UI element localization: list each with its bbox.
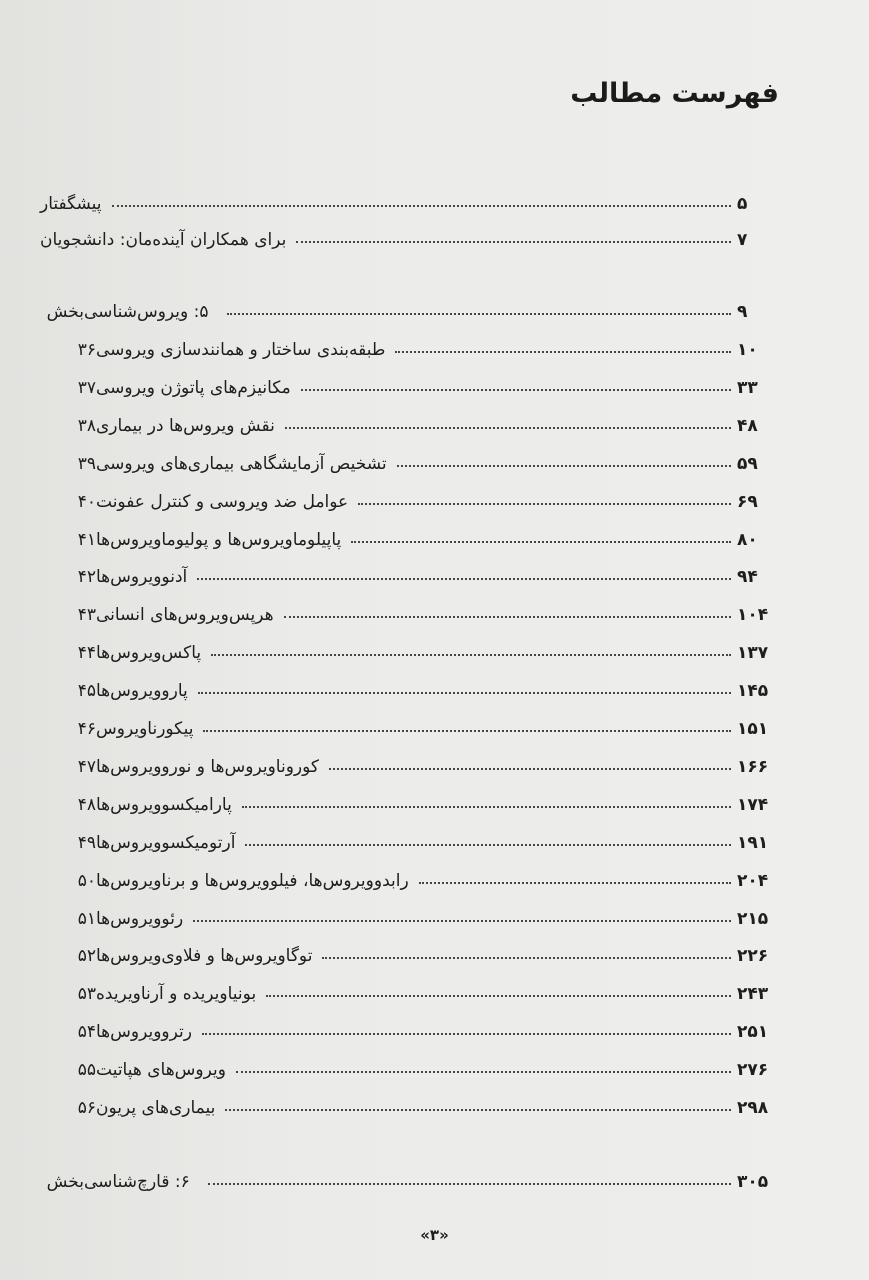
dot-leader: [397, 465, 731, 467]
toc-chapter-entry: [40, 484, 773, 514]
chapter-page: ۱۶۶: [737, 756, 769, 777]
toc-chapter-entry: [40, 749, 773, 779]
chapter-number: ۵۳: [77, 984, 96, 1005]
toc-chapter-entry: [40, 370, 773, 400]
chapter-page: ۲۱۵: [737, 908, 769, 929]
toc-chapter-entry: [40, 976, 773, 1006]
chapter-title: رابدوویروس‌ها، فیلوویروس‌ها و برناویروس‌ها: [96, 870, 409, 891]
dot-leader: [202, 1033, 731, 1035]
chapter-number: ۴۴: [77, 643, 96, 664]
toc-entry-page: ۷: [737, 230, 748, 250]
chapter-number: ۳۹: [77, 453, 96, 474]
chapter-number: ۴۸: [77, 794, 96, 815]
chapter-title: رتروویروس‌ها: [96, 1022, 192, 1043]
chapter-number: ۵۲: [77, 946, 96, 967]
chapter-number: ۳۷: [77, 377, 96, 398]
chapter-number: ۳۶: [77, 340, 96, 360]
chapter-number: ۵۵: [77, 1060, 96, 1081]
dot-leader: [211, 654, 731, 656]
chapter-page: ۱۹۱: [737, 832, 769, 853]
chapter-title: آدنوویروس‌ها: [96, 567, 188, 588]
toc-entry-label: پیشگفتار: [40, 194, 102, 214]
toc-chapter-entry: [40, 635, 773, 665]
chapter-title: آرتومیکسوویروس‌ها: [96, 832, 236, 853]
chapter-page: ۱۷۴: [737, 794, 769, 815]
toc-chapter-entry: [40, 522, 773, 552]
toc-chapter-entry: [40, 1090, 773, 1120]
toc-chapter-entry: [40, 673, 773, 703]
toc-chapter-entry: [40, 825, 773, 855]
dot-leader: [284, 616, 731, 618]
chapter-number: ۴۳: [77, 605, 96, 626]
dot-leader: [208, 1183, 731, 1185]
chapter-page: ۲۲۶: [737, 946, 769, 967]
toc-chapter-entry: [40, 863, 773, 893]
toc-chapter-entry: [40, 559, 773, 589]
chapter-number: ۴۲: [77, 567, 96, 588]
chapter-number: ۴۰: [77, 491, 96, 512]
chapter-number: ۳۸: [77, 415, 96, 436]
dot-leader: [193, 920, 731, 922]
toc-part-5: [40, 294, 773, 324]
chapter-title: تشخیص آزمایشگاهی بیماری‌های ویروسی: [96, 453, 387, 474]
dot-leader: [266, 995, 731, 997]
toc-entry-students: [40, 222, 773, 252]
dot-leader: [236, 1071, 731, 1073]
chapter-title: بیماری‌های پریون: [96, 1098, 216, 1118]
part-label: ۵: ویروس‌شناسی: [84, 302, 209, 322]
toc-entry-preface: [40, 186, 773, 216]
chapter-page: ۹۴: [737, 567, 758, 588]
chapter-title: هرپس‌ویروس‌های انسانی: [96, 605, 274, 626]
chapter-number: ۵۰: [77, 870, 96, 891]
chapter-title: توگاویروس‌ها و فلاوی‌ویروس‌ها: [96, 946, 313, 967]
toc-chapter-entry: [40, 408, 773, 438]
dot-leader: [358, 503, 731, 505]
chapter-page: ۲۹۸: [737, 1098, 769, 1118]
toc-entry-label: برای همکاران آینده‌مان: دانشجویان: [40, 230, 287, 250]
chapter-title: رئوویروس‌ها: [96, 908, 184, 929]
part-label: ۶: قارچ‌شناسی: [84, 1172, 190, 1192]
chapter-number: ۴۷: [77, 756, 96, 777]
page-number-footer: «۳»: [420, 1226, 449, 1244]
part-page: ۹: [737, 302, 748, 322]
chapter-page: ۳۳: [737, 377, 758, 398]
chapter-title: طبقه‌بندی ساختار و همانندسازی ویروسی: [96, 340, 386, 360]
dot-leader: [225, 1109, 731, 1111]
chapter-page: ۱۵۱: [737, 719, 769, 739]
dot-leader: [245, 844, 731, 846]
dot-leader: [329, 768, 731, 770]
dot-leader: [227, 313, 731, 315]
chapter-title: بونیاویریده و آرناویریده: [96, 984, 257, 1005]
part-word: بخش: [46, 1172, 84, 1192]
chapter-page: ۶۹: [737, 491, 758, 512]
toc-entry-page: ۵: [737, 194, 748, 214]
toc-chapter-entry: [40, 901, 773, 931]
chapter-title: پیکورناویروس: [96, 719, 194, 739]
dot-leader: [197, 578, 731, 580]
chapter-page: ۱۰: [737, 340, 758, 360]
chapter-page: ۱۰۴: [737, 605, 769, 626]
toc-chapter-entry: [40, 597, 773, 627]
chapter-number: ۵۱: [77, 908, 96, 929]
dot-leader: [419, 882, 731, 884]
chapter-title: پاکس‌ویروس‌ها: [96, 643, 202, 664]
dot-leader: [203, 730, 731, 732]
dot-leader: [242, 806, 731, 808]
toc-part-6: [40, 1164, 773, 1194]
toc-chapter-entry: [40, 1052, 773, 1082]
part-word: بخش: [46, 302, 84, 322]
chapter-page: ۴۸: [737, 415, 758, 436]
dot-leader: [322, 957, 731, 959]
toc-chapter-entry: [40, 787, 773, 817]
dot-leader: [351, 541, 731, 543]
chapter-number: ۴۵: [77, 681, 96, 702]
chapter-number: ۴۹: [77, 832, 96, 853]
chapter-page: ۲۴۳: [737, 984, 769, 1005]
dot-leader: [112, 205, 731, 207]
chapter-page: ۸۰: [737, 529, 758, 550]
chapter-title: پاپیلوماویروس‌ها و پولیوماویروس‌ها: [96, 529, 342, 550]
toc-chapter-entry: [40, 332, 773, 362]
dot-leader: [395, 351, 731, 353]
chapter-page: ۵۹: [737, 453, 758, 474]
chapter-page: ۲۷۶: [737, 1060, 769, 1081]
dot-leader: [198, 692, 731, 694]
toc-chapter-entry: [40, 711, 773, 741]
dot-leader: [301, 389, 731, 391]
chapter-title: پاروویروس‌ها: [96, 681, 188, 702]
chapter-page: ۲۵۱: [737, 1022, 769, 1043]
page-title: فهرست مطالب: [570, 78, 779, 109]
chapter-number: ۴۶: [77, 719, 96, 739]
chapter-title: نقش ویروس‌ها در بیماری: [96, 415, 275, 436]
chapter-title: عوامل ضد ویروسی و کنترل عفونت: [96, 491, 349, 512]
toc-chapter-entry: [40, 1014, 773, 1044]
chapter-number: ۵۶: [77, 1098, 96, 1118]
chapter-title: کوروناویروس‌ها و نوروویروس‌ها: [96, 756, 320, 777]
chapter-page: ۱۳۷: [737, 643, 769, 664]
chapter-page: ۱۴۵: [737, 681, 769, 702]
dot-leader: [296, 241, 731, 243]
toc-chapter-entry: [40, 446, 773, 476]
part-page: ۳۰۵: [737, 1172, 769, 1192]
chapter-number: ۴۱: [77, 529, 96, 550]
chapter-title: ویروس‌های هپاتیت: [96, 1060, 226, 1081]
chapter-page: ۲۰۴: [737, 870, 769, 891]
dot-leader: [285, 427, 731, 429]
toc-chapter-entry: [40, 938, 773, 968]
chapter-number: ۵۴: [77, 1022, 96, 1043]
chapter-title: پارامیکسوویروس‌ها: [96, 794, 232, 815]
chapter-title: مکانیزم‌های پاتوژن ویروسی: [96, 377, 291, 398]
